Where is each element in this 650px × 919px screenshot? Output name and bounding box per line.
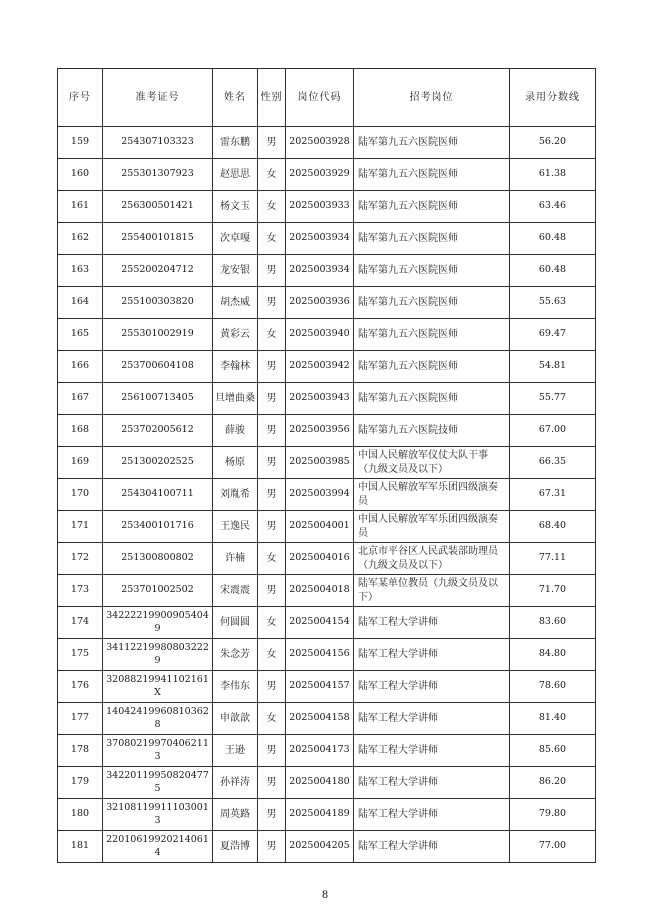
cell-name: 朱念芳 bbox=[213, 639, 258, 671]
cell-gender: 男 bbox=[258, 831, 286, 863]
cell-seq: 166 bbox=[58, 351, 103, 383]
cell-seq: 169 bbox=[58, 447, 103, 479]
cell-gender: 男 bbox=[258, 479, 286, 511]
cell-position: 中国人民解放军军乐团四级演奏员 bbox=[354, 479, 510, 511]
cell-name: 黄彩云 bbox=[213, 319, 258, 351]
cell-code: 2025003929 bbox=[286, 159, 354, 191]
cell-ticket: 254307103323 bbox=[103, 127, 213, 159]
cell-code: 2025004016 bbox=[286, 543, 354, 575]
table-row bbox=[58, 735, 596, 767]
cell-ticket: 251300800802 bbox=[103, 543, 213, 575]
table-row bbox=[58, 799, 596, 831]
cell-gender: 男 bbox=[258, 351, 286, 383]
cell-seq: 168 bbox=[58, 415, 103, 447]
cell-code: 2025003928 bbox=[286, 127, 354, 159]
cell-position: 中国人民解放军仪仗大队干事（九级文员及以下） bbox=[354, 447, 510, 479]
cell-position: 陆军工程大学讲师 bbox=[354, 703, 510, 735]
cell-ticket: 256300501421 bbox=[103, 191, 213, 223]
cell-position: 陆军第九五六医院医师 bbox=[354, 159, 510, 191]
cell-seq: 179 bbox=[58, 767, 103, 799]
table-row bbox=[58, 543, 596, 575]
cell-seq: 170 bbox=[58, 479, 103, 511]
table-row bbox=[58, 383, 596, 415]
cell-score: 61.38 bbox=[510, 159, 596, 191]
cell-position: 北京市平谷区人民武装部助理员（九级文员及以下） bbox=[354, 543, 510, 575]
cell-seq: 165 bbox=[58, 319, 103, 351]
cell-ticket: 254304100711 bbox=[103, 479, 213, 511]
cell-ticket: 342222199009054049 bbox=[103, 607, 213, 639]
cell-gender: 男 bbox=[258, 767, 286, 799]
cell-name: 夏浩博 bbox=[213, 831, 258, 863]
cell-position: 陆军第九五六医院医师 bbox=[354, 287, 510, 319]
cell-name: 龙安银 bbox=[213, 255, 258, 287]
cell-gender: 女 bbox=[258, 703, 286, 735]
cell-score: 85.60 bbox=[510, 735, 596, 767]
table-header-row bbox=[58, 69, 596, 127]
cell-position: 陆军第九五六医院医师 bbox=[354, 255, 510, 287]
cell-gender: 男 bbox=[258, 511, 286, 543]
cell-name: 杨原 bbox=[213, 447, 258, 479]
table-row bbox=[58, 607, 596, 639]
table-row bbox=[58, 767, 596, 799]
cell-code: 2025003943 bbox=[286, 383, 354, 415]
cell-position: 陆军工程大学讲师 bbox=[354, 735, 510, 767]
cell-gender: 女 bbox=[258, 319, 286, 351]
cell-score: 78.60 bbox=[510, 671, 596, 703]
table-row bbox=[58, 127, 596, 159]
cell-name: 申歆歆 bbox=[213, 703, 258, 735]
cell-ticket: 253700604108 bbox=[103, 351, 213, 383]
cell-seq: 159 bbox=[58, 127, 103, 159]
cell-name: 赵思思 bbox=[213, 159, 258, 191]
table-row bbox=[58, 639, 596, 671]
table-row bbox=[58, 159, 596, 191]
cell-gender: 女 bbox=[258, 191, 286, 223]
table-row bbox=[58, 287, 596, 319]
cell-score: 60.48 bbox=[510, 223, 596, 255]
cell-seq: 180 bbox=[58, 799, 103, 831]
cell-code: 2025004001 bbox=[286, 511, 354, 543]
cell-position: 中国人民解放军军乐团四级演奏员 bbox=[354, 511, 510, 543]
cell-name: 李伟东 bbox=[213, 671, 258, 703]
table-row bbox=[58, 415, 596, 447]
cell-score: 55.63 bbox=[510, 287, 596, 319]
cell-code: 2025004173 bbox=[286, 735, 354, 767]
cell-ticket: 255400101815 bbox=[103, 223, 213, 255]
table-row bbox=[58, 671, 596, 703]
table-row bbox=[58, 255, 596, 287]
cell-position: 陆军工程大学讲师 bbox=[354, 671, 510, 703]
table-row bbox=[58, 223, 596, 255]
cell-name: 许楠 bbox=[213, 543, 258, 575]
cell-code: 2025004205 bbox=[286, 831, 354, 863]
cell-seq: 172 bbox=[58, 543, 103, 575]
cell-seq: 177 bbox=[58, 703, 103, 735]
cell-gender: 女 bbox=[258, 159, 286, 191]
cell-score: 66.35 bbox=[510, 447, 596, 479]
cell-code: 2025003936 bbox=[286, 287, 354, 319]
cell-name: 王逊 bbox=[213, 735, 258, 767]
cell-gender: 男 bbox=[258, 255, 286, 287]
cell-score: 86.20 bbox=[510, 767, 596, 799]
cell-code: 2025003942 bbox=[286, 351, 354, 383]
cell-ticket: 255301307923 bbox=[103, 159, 213, 191]
cell-code: 2025003934 bbox=[286, 223, 354, 255]
cell-position: 陆军工程大学讲师 bbox=[354, 831, 510, 863]
cell-code: 2025004189 bbox=[286, 799, 354, 831]
cell-gender: 男 bbox=[258, 671, 286, 703]
cell-seq: 175 bbox=[58, 639, 103, 671]
cell-gender: 男 bbox=[258, 415, 286, 447]
cell-ticket: 251300202525 bbox=[103, 447, 213, 479]
cell-name: 杨文玉 bbox=[213, 191, 258, 223]
cell-code: 2025004157 bbox=[286, 671, 354, 703]
cell-score: 63.46 bbox=[510, 191, 596, 223]
cell-position: 陆军工程大学讲师 bbox=[354, 607, 510, 639]
cell-ticket: 253400101716 bbox=[103, 511, 213, 543]
cell-score: 55.77 bbox=[510, 383, 596, 415]
cell-position: 陆军第九五六医院医师 bbox=[354, 223, 510, 255]
cell-code: 2025004180 bbox=[286, 767, 354, 799]
cell-ticket: 370802199704062113 bbox=[103, 735, 213, 767]
cell-score: 60.48 bbox=[510, 255, 596, 287]
cell-code: 2025004154 bbox=[286, 607, 354, 639]
cell-score: 56.20 bbox=[510, 127, 596, 159]
cell-gender: 女 bbox=[258, 607, 286, 639]
cell-code: 2025003933 bbox=[286, 191, 354, 223]
header-name: 姓名 bbox=[213, 69, 258, 127]
cell-name: 何圆圆 bbox=[213, 607, 258, 639]
cell-name: 王逸民 bbox=[213, 511, 258, 543]
cell-code: 2025003934 bbox=[286, 255, 354, 287]
table-row bbox=[58, 831, 596, 863]
cell-name: 胡杰威 bbox=[213, 287, 258, 319]
cell-gender: 男 bbox=[258, 575, 286, 607]
cell-ticket: 321081199111030013 bbox=[103, 799, 213, 831]
cell-gender: 男 bbox=[258, 735, 286, 767]
cell-gender: 女 bbox=[258, 543, 286, 575]
cell-score: 68.40 bbox=[510, 511, 596, 543]
header-score-line: 录用分数线 bbox=[510, 69, 596, 127]
cell-score: 77.11 bbox=[510, 543, 596, 575]
cell-ticket: 256100713405 bbox=[103, 383, 213, 415]
cell-seq: 161 bbox=[58, 191, 103, 223]
cell-ticket: 140424199608103628 bbox=[103, 703, 213, 735]
cell-ticket: 253702005612 bbox=[103, 415, 213, 447]
cell-position: 陆军某单位教员（九级文员及以下） bbox=[354, 575, 510, 607]
cell-position: 陆军第九五六医院医师 bbox=[354, 383, 510, 415]
cell-gender: 男 bbox=[258, 447, 286, 479]
cell-code: 2025003956 bbox=[286, 415, 354, 447]
cell-name: 李翰林 bbox=[213, 351, 258, 383]
cell-seq: 163 bbox=[58, 255, 103, 287]
cell-name: 薛骏 bbox=[213, 415, 258, 447]
cell-ticket: 255301002919 bbox=[103, 319, 213, 351]
cell-name: 雷东鹏 bbox=[213, 127, 258, 159]
cell-position: 陆军第九五六医院医师 bbox=[354, 191, 510, 223]
table-row bbox=[58, 447, 596, 479]
cell-ticket: 255200204712 bbox=[103, 255, 213, 287]
table-row bbox=[58, 351, 596, 383]
cell-position: 陆军工程大学讲师 bbox=[354, 639, 510, 671]
cell-seq: 164 bbox=[58, 287, 103, 319]
cell-name: 刘胤希 bbox=[213, 479, 258, 511]
cell-seq: 174 bbox=[58, 607, 103, 639]
cell-seq: 160 bbox=[58, 159, 103, 191]
cell-score: 77.00 bbox=[510, 831, 596, 863]
cell-seq: 178 bbox=[58, 735, 103, 767]
cell-score: 71.70 bbox=[510, 575, 596, 607]
cell-ticket: 220106199202140614 bbox=[103, 831, 213, 863]
cell-seq: 176 bbox=[58, 671, 103, 703]
cell-seq: 171 bbox=[58, 511, 103, 543]
cell-score: 54.81 bbox=[510, 351, 596, 383]
cell-name: 旦增曲桑 bbox=[213, 383, 258, 415]
cell-score: 79.80 bbox=[510, 799, 596, 831]
table-body bbox=[58, 127, 596, 863]
table-row bbox=[58, 479, 596, 511]
cell-name: 周英路 bbox=[213, 799, 258, 831]
cell-code: 2025003940 bbox=[286, 319, 354, 351]
cell-ticket: 255100303820 bbox=[103, 287, 213, 319]
header-position: 招考岗位 bbox=[354, 69, 510, 127]
table-row bbox=[58, 511, 596, 543]
cell-code: 2025004018 bbox=[286, 575, 354, 607]
cell-score: 83.60 bbox=[510, 607, 596, 639]
table-row bbox=[58, 191, 596, 223]
cell-code: 2025004158 bbox=[286, 703, 354, 735]
cell-code: 2025003994 bbox=[286, 479, 354, 511]
cell-gender: 男 bbox=[258, 799, 286, 831]
cell-seq: 173 bbox=[58, 575, 103, 607]
page-number: 8 bbox=[321, 890, 329, 901]
cell-ticket: 32088219941102161X bbox=[103, 671, 213, 703]
cell-gender: 女 bbox=[258, 639, 286, 671]
header-seq: 序号 bbox=[58, 69, 103, 127]
cell-name: 孙祥涛 bbox=[213, 767, 258, 799]
admission-score-table bbox=[57, 68, 596, 863]
cell-score: 81.40 bbox=[510, 703, 596, 735]
cell-score: 69.47 bbox=[510, 319, 596, 351]
cell-position: 陆军工程大学讲师 bbox=[354, 799, 510, 831]
cell-position: 陆军第九五六医院医师 bbox=[354, 127, 510, 159]
cell-name: 次卓嘎 bbox=[213, 223, 258, 255]
table-row bbox=[58, 575, 596, 607]
cell-position: 陆军工程大学讲师 bbox=[354, 767, 510, 799]
cell-seq: 181 bbox=[58, 831, 103, 863]
cell-gender: 男 bbox=[258, 287, 286, 319]
cell-ticket: 253701002502 bbox=[103, 575, 213, 607]
cell-score: 67.00 bbox=[510, 415, 596, 447]
cell-gender: 男 bbox=[258, 127, 286, 159]
header-position-code: 岗位代码 bbox=[286, 69, 354, 127]
cell-gender: 男 bbox=[258, 383, 286, 415]
header-gender: 性别 bbox=[258, 69, 286, 127]
cell-ticket: 341122199808032229 bbox=[103, 639, 213, 671]
cell-score: 84.80 bbox=[510, 639, 596, 671]
cell-code: 2025004156 bbox=[286, 639, 354, 671]
table-row bbox=[58, 319, 596, 351]
cell-seq: 162 bbox=[58, 223, 103, 255]
cell-code: 2025003985 bbox=[286, 447, 354, 479]
cell-position: 陆军第九五六医院医师 bbox=[354, 319, 510, 351]
cell-seq: 167 bbox=[58, 383, 103, 415]
cell-position: 陆军第九五六医院医师 bbox=[354, 351, 510, 383]
cell-name: 宋震震 bbox=[213, 575, 258, 607]
cell-score: 67.31 bbox=[510, 479, 596, 511]
header-ticket-number: 准考证号 bbox=[103, 69, 213, 127]
table-row bbox=[58, 703, 596, 735]
cell-gender: 女 bbox=[258, 223, 286, 255]
cell-ticket: 342201199508204775 bbox=[103, 767, 213, 799]
cell-position: 陆军第九五六医院技师 bbox=[354, 415, 510, 447]
